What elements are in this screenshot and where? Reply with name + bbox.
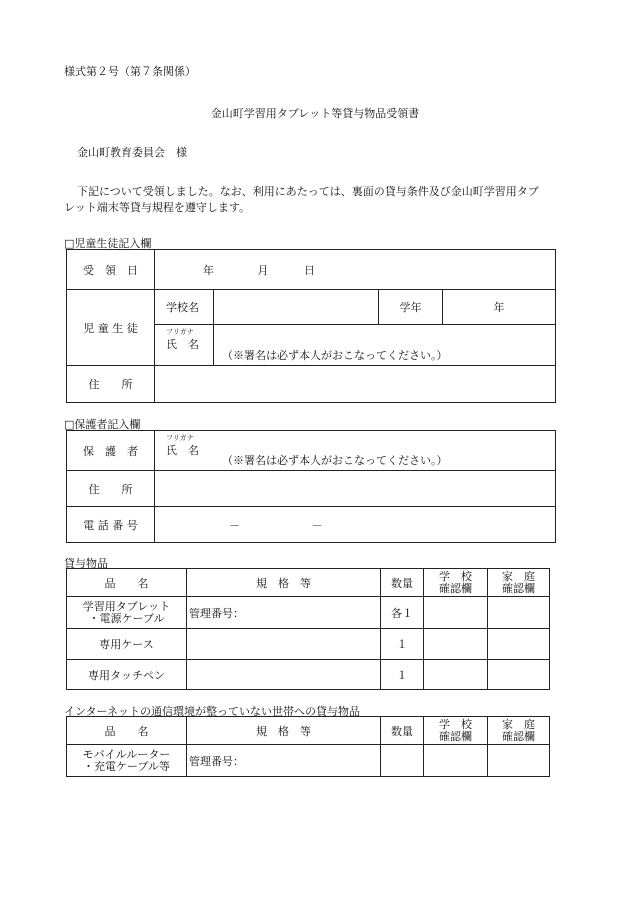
loan-item-spec[interactable] <box>187 629 381 660</box>
loan-item-qty: １ <box>381 629 424 660</box>
phone-dash-1: － <box>229 518 240 532</box>
phone-label: 電 話 番 号 <box>67 507 155 543</box>
loan-item-name: 専用ケース <box>67 629 187 660</box>
date-day: 日 <box>304 263 315 277</box>
furigana-label: フリガナ <box>166 328 194 336</box>
form-number: 様式第２号（第７条関係） <box>64 65 196 78</box>
loan-header-school-check: 学 校 確認欄 <box>424 569 488 597</box>
internet-header-qty: 数量 <box>381 717 424 745</box>
internet-items-heading: インターネットの通信環境が整っていない世帯への貸与物品 <box>64 705 361 718</box>
guardian-address-field[interactable] <box>155 471 556 507</box>
internet-header-item: 品 名 <box>67 717 187 745</box>
internet-header-school-check: 学 校 確認欄 <box>424 717 488 745</box>
date-month: 月 <box>257 263 269 277</box>
student-label: 児 童 生 徒 <box>67 290 155 366</box>
student-address-field[interactable] <box>155 366 556 403</box>
intro-line-1: 下記について受領しました。なお、利用にあたっては、裏面の貸与条件及び金山町学習用タブ <box>77 185 539 198</box>
student-name-field[interactable] <box>214 325 556 366</box>
name-label: 氏 名 <box>166 338 199 351</box>
school-name-field[interactable] <box>214 290 379 325</box>
loan-item-school-check[interactable] <box>424 629 488 660</box>
guardian-name-field[interactable] <box>155 431 556 471</box>
loan-header-qty: 数量 <box>381 569 424 597</box>
page-title: 金山町学習用タブレット等貸与物品受領書 <box>210 107 420 120</box>
internet-header-home-check: 家 庭 確認欄 <box>488 717 550 745</box>
table-row <box>67 629 550 660</box>
addressee: 金山町教育委員会 様 <box>77 146 187 159</box>
loan-item-home-check[interactable] <box>488 660 550 690</box>
internet-header-spec: 規 格 等 <box>187 717 381 745</box>
table-row <box>67 660 550 690</box>
phone-dash-2: － <box>311 518 323 532</box>
internet-item-home-check[interactable] <box>488 745 550 777</box>
table-row <box>67 745 550 777</box>
internet-item-qty <box>381 745 424 777</box>
grade-unit: 年 <box>493 301 505 314</box>
student-section-heading: □児童生徒記入欄 <box>64 237 152 250</box>
guardian-table <box>66 430 556 543</box>
loan-item-spec[interactable]: 管理番号： <box>187 597 381 629</box>
guardian-address-label: 住 所 <box>67 471 155 507</box>
intro-line-2: レット端末等貸与規程を遵守します。 <box>64 201 251 214</box>
internet-item-school-check[interactable] <box>424 745 488 777</box>
received-date-field[interactable] <box>155 250 556 290</box>
guardian-signature-note: （※署名は必ず本人がおこなってください。） <box>222 454 448 467</box>
grade-field[interactable] <box>443 290 556 325</box>
loan-item-school-check[interactable] <box>424 597 488 629</box>
phone-field[interactable] <box>155 507 556 543</box>
student-signature-note: （※署名は必ず本人がおこなってください。） <box>222 349 448 362</box>
received-date-label: 受 領 日 <box>67 250 155 290</box>
loan-header-spec: 規 格 等 <box>187 569 381 597</box>
guardian-section-heading: □保護者記入欄 <box>64 418 141 431</box>
loan-item-qty: １ <box>381 660 424 690</box>
loan-item-name: 学習用タブレット ・電源ケーブル <box>67 597 187 629</box>
internet-item-spec[interactable]: 管理番号： <box>187 745 381 777</box>
loan-item-qty: 各１ <box>381 597 424 629</box>
loan-item-name: 専用タッチペン <box>67 660 187 690</box>
internet-items-table <box>66 716 550 777</box>
loan-item-home-check[interactable] <box>488 629 550 660</box>
internet-item-name: モバイルルーター ・充電ケーブル等 <box>67 745 187 777</box>
loan-items-heading: 貸与物品 <box>64 557 108 570</box>
loan-header-home-check: 家 庭 確認欄 <box>488 569 550 597</box>
grade-label: 学年 <box>379 290 443 325</box>
date-year: 年 <box>203 263 214 277</box>
guardian-label: 保 護 者 <box>67 431 155 471</box>
student-address-label: 住 所 <box>67 366 155 403</box>
guardian-furigana-label: フリガナ <box>166 434 194 442</box>
loan-header-item: 品 名 <box>67 569 187 597</box>
loan-items-table <box>66 568 550 690</box>
loan-item-home-check[interactable] <box>488 597 550 629</box>
student-table <box>66 249 556 403</box>
table-row <box>67 597 550 629</box>
school-name-label: 学校名 <box>155 290 214 325</box>
guardian-name-label: 氏 名 <box>166 444 199 457</box>
loan-item-spec[interactable] <box>187 660 381 690</box>
loan-item-school-check[interactable] <box>424 660 488 690</box>
